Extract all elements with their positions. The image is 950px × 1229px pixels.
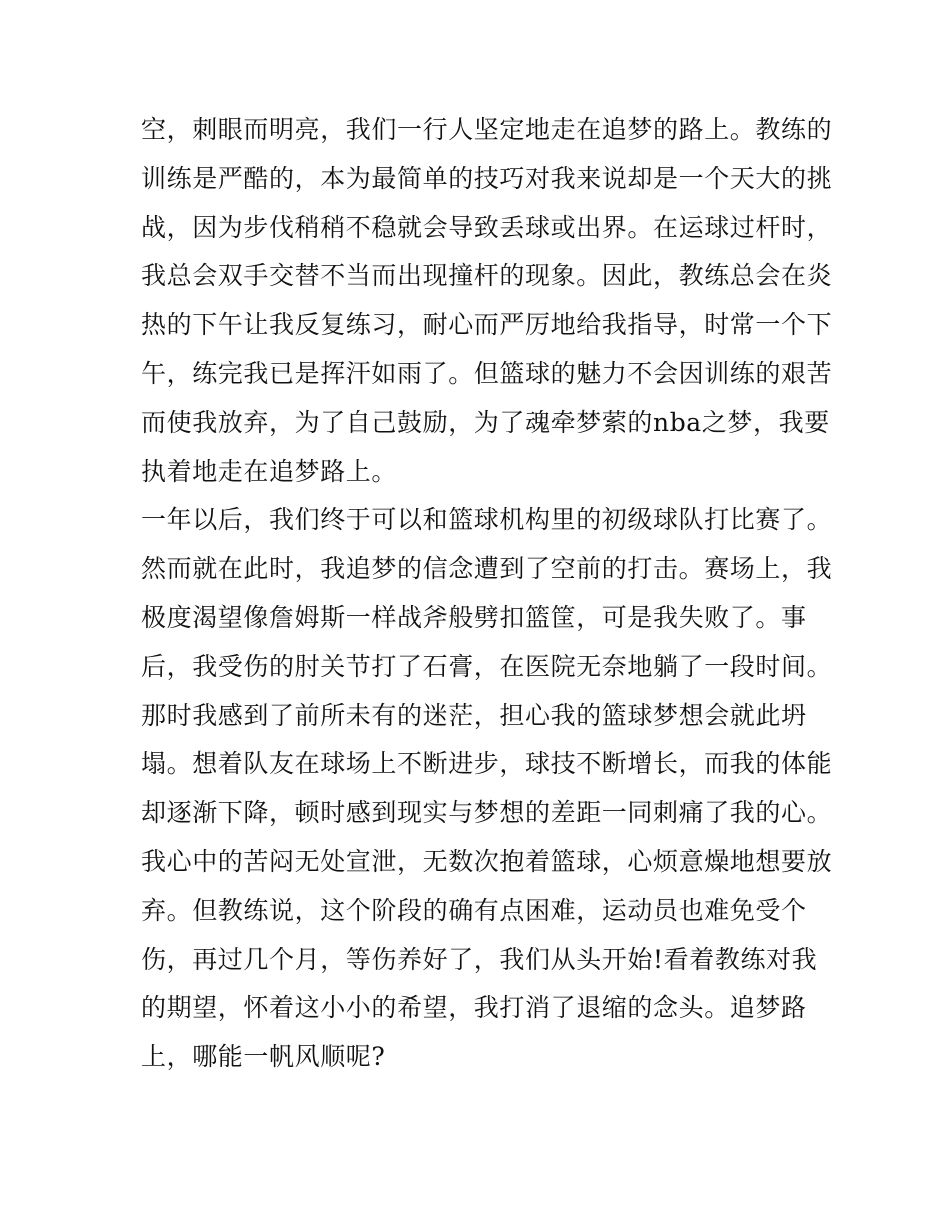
text-line: 空，刺眼而明亮，我们一行人坚定地走在追梦的路上。教练的 (141, 115, 833, 144)
text-line: 弃。但教练说，这个阶段的确有点困难，运动员也难免受个 (141, 895, 807, 925)
text-line: 上，哪能一帆风顺呢? (141, 1042, 386, 1072)
text-line: 的期望，怀着这小小的希望，我打消了退缩的念头。追梦路 (141, 993, 807, 1023)
text-line: 后，我受伤的肘关节打了石膏，在医院无奈地躺了一段时间。 (141, 651, 833, 681)
text-line: 训练是严酷的，本为最简单的技巧对我来说却是一个天大的挑 (141, 163, 833, 193)
text-line: 伤，再过几个月，等伤养好了，我们从头开始!看着教练对我 (141, 944, 818, 974)
text-line: 极度渴望像詹姆斯一样战斧般劈扣篮筐，可是我失败了。事 (141, 602, 807, 632)
text-line: 却逐渐下降，顿时感到现实与梦想的差距一同刺痛了我的心。 (141, 798, 833, 828)
text-line: 一年以后，我们终于可以和篮球机构里的初级球队打比赛了。 (141, 505, 833, 535)
text-line: 然而就在此时，我追梦的信念遭到了空前的打击。赛场上，我 (141, 554, 833, 584)
paragraph-1 (141, 106, 833, 496)
text-line: 战，因为步伐稍稍不稳就会导致丢球或出界。在运球过杆时， (141, 212, 833, 242)
text-line: 热的下午让我反复练习，耐心而严厉地给我指导，时常一个下 (141, 310, 833, 340)
text-line: 午，练完我已是挥汗如雨了。但篮球的魅力不会因训练的艰苦 (141, 358, 833, 388)
paragraph-2 (141, 496, 833, 1082)
text-line: 塌。想着队友在球场上不断进步，球技不断增长，而我的体能 (141, 749, 833, 779)
document-body (141, 106, 833, 1082)
text-line: 执着地走在追梦路上。 (141, 456, 398, 486)
text-line: 那时我感到了前所未有的迷茫，担心我的篮球梦想会就此坍 (141, 700, 807, 730)
text-line: 而使我放弃，为了自己鼓励，为了魂牵梦萦的nba之梦，我要 (141, 407, 830, 437)
text-line: 我心中的苦闷无处宣泄，无数次抱着篮球，心烦意燥地想要放 (141, 846, 833, 876)
text-line: 我总会双手交替不当而出现撞杆的现象。因此，教练总会在炎 (141, 261, 833, 291)
